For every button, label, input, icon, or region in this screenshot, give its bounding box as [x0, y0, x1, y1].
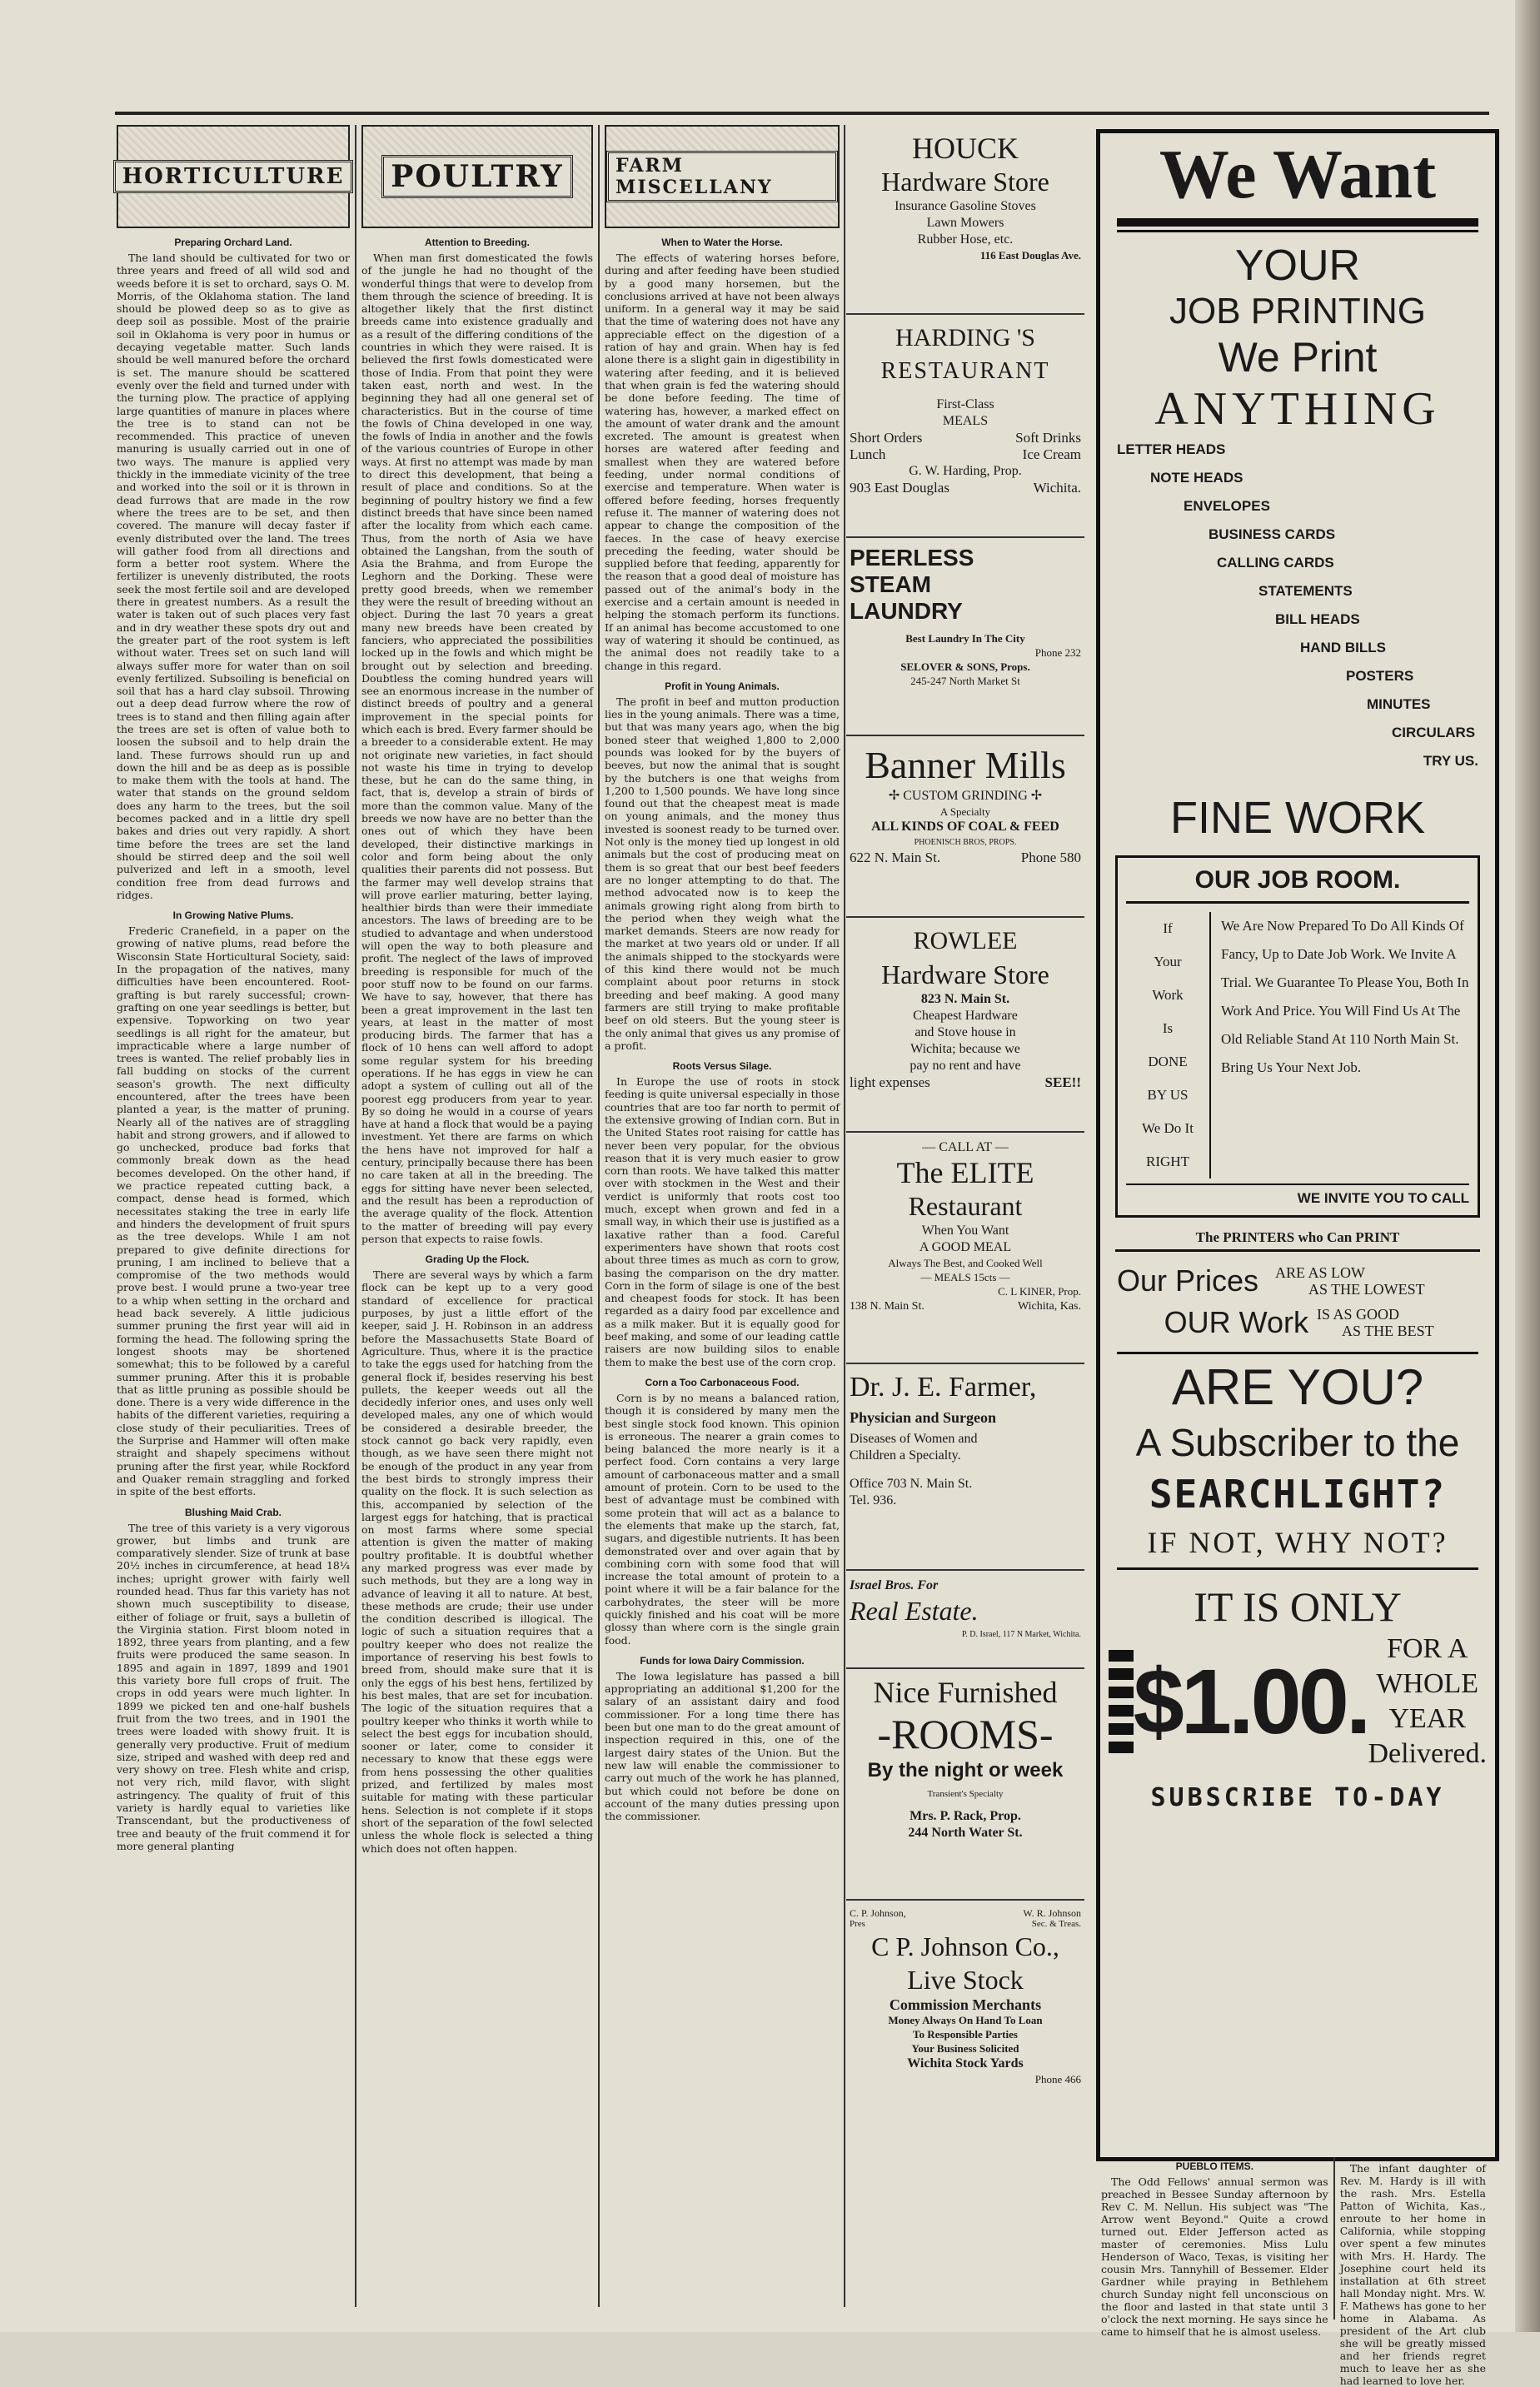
prices-claim [1275, 1264, 1425, 1298]
column-rule [844, 125, 845, 2307]
printers-line: The PRINTERS who Can PRINT [1115, 1229, 1480, 1252]
article-title: Grading Up the Flock. [425, 1253, 530, 1266]
it-is-only: IT IS ONLY [1194, 1583, 1402, 1630]
article-title: Profit in Young Animals. [665, 680, 780, 692]
ad-banner-mills [846, 736, 1084, 918]
ad-address: 116 East Douglas Ave. [979, 249, 1081, 262]
ad-name: HARDING 'S [895, 324, 1035, 351]
ad-line: SELOVER & SONS, Props. [900, 660, 1030, 673]
ad-peerless [846, 538, 1084, 736]
ad-address: Office 703 N. Main St. [850, 1477, 973, 1491]
rule [1117, 218, 1478, 227]
item-list [1100, 436, 1495, 775]
article-title: Corn a Too Carbonaceous Food. [645, 1376, 800, 1388]
price-line: WHOLE YEAR [1376, 1668, 1479, 1734]
ad-line: Commission Merchants [889, 1996, 1042, 2013]
article-title: When to Water the Horse. [661, 237, 783, 248]
ad-line: Lunch [850, 446, 886, 462]
item: TRY US. [1423, 753, 1478, 769]
pueblo-items [1096, 2157, 1491, 2387]
price-line: FOR A [1387, 1633, 1468, 1664]
poultry-header-text: POULTRY [381, 155, 573, 198]
ad-line: Insurance Gasoline Stoves [895, 199, 1036, 213]
ad-phone: Phone 466 [1034, 2073, 1081, 2086]
article-body: Corn is by no means a balanced ration, though it is considered by many men the best single stock food known. This opinion is erroneous. The nearer a grain comes to being balanced the more nearly is it a perfect food. Corn contains a very large amount of carbonaceous matter and a small amount of protein. Corn to be used to the best of advantage must be combined with some protein that will act as a balance to the elements that make up the starch, fat, sugars, and digestible nutrients. It has been demonstrated over and over again that by combining corn with some food that will increase the total amount of protein to a point where it will be a fair balance for the carbohydrates, the steer will be more quickly finished and his coat will be more glossy than where corn is the single grain food. [605, 1391, 840, 1647]
ad-line: MEALS [942, 414, 989, 428]
ad-elite [846, 1133, 1084, 1364]
ad-line: Ice Cream [1022, 446, 1081, 462]
ad-line: ALL KINDS OF COAL & FEED [871, 820, 1059, 834]
ad-phone: Phone 232 [1034, 646, 1081, 659]
item: CALLING CARDS [1217, 555, 1334, 571]
ad-line: G. W. Harding, Prop. [909, 464, 1022, 478]
article-body: The land should be cultivated for two or three years and freed of all wild sod and weeds before it is set to orchard, says O. M. Morris, of the Oklahoma station. The land should be plowed deep so as to give as deep soil as possible. Most of the prairie soil in Oklahoma is very poor in humus or decaying vegetable matter. Such lands should be well manured before the orchard is set. The manure should be scattered evenly over the field and turned under with the turning plow. The practice of applying large quantities of manure in places where the tree is to stand can not be recommended. This practice of uneven manuring is usually carried out in one of two ways. The manure is applied very thickly in the immediate vicinity of the tree and worked into the soil or it is thrown in dead furrows that are made in the row where the trees are to be set, and then covered. The manure will decay faster if evenly distributed over the land. The trees will gather food from all directions and form a better root system. Where the fertilizer is unevenly distributed, the roots seek the most fertile soil and are developed there in greatest numbers. As a result the water is taken out of such places very fast and in dry weather these spots dry out and the greater part of the root system is left without water. Trees set on such land will always suffer more for water than on soil evenly fertilized. Subsoiling is beneficial on soil that has a hard clay subsoil. Throwing out a deep dead furrow where the row of trees is to stand and then filling again after the trees are set is often of value both to loosen the subsoil and to help drain the land. These furrows should run up and down the hill and be as deep as is possible to make them with the tools at hand. The water that stands on the ground seldom does any harm to the trees, but the soil becomes packed and in a little dry spell bakes and dries out very rapidly. A short time before the trees are set the land should be stirred deep and the soil well pulverized and left in a smooth, level condition free from dead furrows and ridges. [117, 252, 350, 901]
column-rule [598, 125, 600, 2307]
ad-address: 622 N. Main St. [850, 850, 941, 865]
prices-claim-line: ARE AS LOW [1275, 1264, 1365, 1281]
column-ads [846, 125, 1084, 2315]
ad-line: P. D. Israel, 117 N Market, Wichita. [961, 1630, 1081, 1639]
job-room-title: OUR JOB ROOM. [1126, 866, 1469, 904]
pueblo-col-1 [1096, 2157, 1335, 2338]
ad-row [850, 1298, 1081, 1315]
ad-line: We Print [1218, 334, 1378, 381]
ad-line: C. L KINER, Prop. [998, 1285, 1081, 1298]
article-body: When man first domesticated the fowls of the jungle he had no thought of the wonderful things that were to develop from them through the science of breeding. It is altogether likely that the first distinct breeds came into existence gradually and as a result of the differing conditions of the countries in which they were raised. It is believed the first fowls domesticated were those of India. From that point they were taken east, north and west. In the beginning they had all one general set of characteristics. But in the course of time the fowls of China developed in one way, the fowls of India in another and the fowls of the various countries of Europe in other ways. At first no attempt was made by man to direct this development, that being a result of place and conditions. So at the beginning of poultry history we find a few distinct breeds that have since been named after the locality from which each came. Thus, from the north of Asia we have obtained the Langshan, from the south of Asia the Brahma, and from Europe the Leghorn and the Dorking. These were pretty good breeds, when we remember they were the result of breeding without an object. During the last 70 years a great many new breeds have been created by fanciers, who appreciated the possibilities locked up in the fowls and which might be brought out by selection and breeding. Doubtless the coming hundred years will see an enormous increase in the number of distinct breeds of poultry and a general improvement in the special points for which each is bred. Every farmer should be a breeder to a considerable extent. He may not originate new varieties, in fact should not waste his time in trying to develop these, but he can do the same thing, in fact, that is, develop a strain of birds of more than the common value. Many of the breeds we now have are no better than the ones out of which they have been developed, their distinctive markings in color and form being about the only qualities their parents did not possess. But the farmer may well develop strains that will prove earlier maturing, better laying, healthier birds than were their immediate ancestors. The laws of breeding are to be studied to advantage and when understood will open the way to both pleasure and profit. The neglect of the laws of improved breeding is responsible for much of the poor stuff now to be found on our farms. We have to say, however, that there has been a great improvement in the last ten years, at least in the matter of most producing birds. The farmer that has a flock of 10 hens can well afford to adopt some regular system for his breeding operations. If he has eggs in view he can adopt a system of culling out all of the poorest egg producers from year to year. By so doing he would in a course of years have at hand a flock that would be a paying investment. Yet there are farms on which the hens have not improved for half a century, principally because there has been no care taken at all in the breeding. The eggs for sitting have never been selected, and the result has been a reproduction of the average quality of the flock. Attention to the matter of breeding will pay every person that expects to raise fowls. [361, 252, 593, 1245]
ad-line: Sec. & Treas. [1031, 1919, 1081, 1929]
item: CIRCULARS [1392, 725, 1476, 740]
job-printing-ad [1096, 129, 1499, 2161]
ad-line: ✢ CUSTOM GRINDING ✢ [888, 789, 1043, 803]
ad-line: PHOENISCH BROS, PROPS. [914, 838, 1017, 847]
ad-line: JOB PRINTING [1169, 291, 1427, 331]
ad-line: Wichita. [1033, 480, 1081, 496]
poultry-header [361, 125, 593, 228]
ad-line: Wichita; because we [910, 1042, 1020, 1056]
ad-name: Israel Bros. [850, 1578, 915, 1592]
ad-line: Rubber Hose, etc. [917, 232, 1014, 247]
article-title: Attention to Breeding. [425, 237, 530, 248]
pueblo-col-2 [1335, 2157, 1491, 2387]
article-title: In Growing Native Plums. [172, 909, 294, 922]
rule [1117, 230, 1478, 232]
article-body: Frederic Cranefield, in a paper on the growing of native plums, read before the Wisconsin State Horticultural Society, said: In the propagation of the natives, many difficulties have been encountered. Root-grafting is but rarely successful; crown-grafting on one year seedlings is better, but expensive. Topworking on two year seedlings is all right for the amateur, but impracticable where a large number of trees is wanted. The relief probably lies in fall budding on stocks of the current season's growth. The next difficulty encountered, after the trees have been planted a year, is the matter of pruning. Nearly all of the natives are of straggling habit and strong growers, and if allowed to go unchecked, produce bad forks that commonly break down as the head becomes developed. On the other hand, if we practice repeated cutting back, a compact, dense head is formed, which necessitates staking the tree in early life and hinders the development of fruit spurs as the tree develops. While I am not prepared to give definite directions for pruning, I am inclined to believe that a compromise of the two methods would prove best. I would prune a two-year tree to a whip when setting in the orchard and head back severely. A little judicious summer pruning the first year will aid in forming the head. The following spring the longest shoots may be shortened somewhat; this to be followed by a careful summer pruning. After this it is probable that as little pruning as possible should be done. There is a very wide difference in the habits of the different varieties, requiring a close study of their peculiarities. Trees of the Surprise and Hammer will often make straight and shapely specimens without pruning after the first year, while Rockford and Quaker remain straggling and forked in spite of the best efforts. [117, 924, 350, 1498]
column-poultry [361, 125, 593, 2324]
ad-line: Money Always On Hand To Loan [888, 2014, 1043, 2026]
column-farm [605, 125, 840, 2324]
item: ENVELOPES [1184, 498, 1270, 514]
article-title: Funds for Iowa Dairy Commission. [640, 1654, 805, 1667]
farm-header-text: FARM MISCELLANY [606, 151, 838, 202]
work-claim-line: AS THE BEST [1342, 1323, 1434, 1339]
ad-line: First-Class [936, 397, 994, 411]
ad-address: 245-247 North Market St [910, 675, 1020, 687]
ad-israel [846, 1571, 1084, 1669]
article-body: There are several ways by which a farm flock can be kept up to a very good standard of excellence for practical purposes, by just a little effort of the keeper, said J. H. Robinson in an address before the Massachusetts State Board of Agriculture. Thus, where it is the practice to take the eggs used for hatching from the general flock if, besides reserving his best pullets, the keeper weeds out all the decidedly inferior ones, and uses only well developed males, any one of which would be considered a desirable breeder, the stock cannot go back very rapidly, even though, as we have seen there might not be enough of the product in any year from the best birds to strongly impress their quality on the flock. It is such selection as this, accompanied by selection of the largest eggs for hatching, that is practical on most farms where some special attention is given the matter of making poultry profitable. It is doubtful whether any marked progress was ever made by such methods, but they are a long way in advance of leaving it all to nature. At best, these methods are crude; their use under the condition described is illogical. The logic of such a situation requires that a poultry keeper who does not realize the importance of reserving his best fowls to breed from, should make sure that it is only the eggs of his best hens, fertilized by his best males, that are set for incubation. The logic of the situation requires that a poultry keeper who thinks it worth while to select the best eggs for incubation should, sooner or later, come to consider it necessary to know that these eggs were from hens possessing the other qualities prized, and fertilized by males most suitable for mating with these particular hens. Selection is not complete if it stops short of the separation of the fowl selected unless the whole flock is selected a thing which does not often happen. [361, 1268, 593, 1855]
ad-row [850, 430, 1081, 446]
ad-rooms [846, 1669, 1084, 1901]
work-row [1100, 1305, 1495, 1340]
column-horticulture [117, 125, 350, 2324]
if-not-line: IF NOT, WHY NOT? [1147, 1526, 1448, 1559]
ad-name: LAUNDRY [850, 598, 963, 624]
article-title: Preparing Orchard Land. [174, 237, 292, 248]
ad-line: YOUR [1234, 242, 1361, 290]
ad-line: pay no rent and have [910, 1059, 1021, 1073]
article-body: The profit in beef and mutton production lies in the young animals. There was a time, but that was many years ago, when the big boned steer that weighed 1,800 to 2,000 pounds was looked for by the buyers of beeves, but now the animal that is sought by the butchers is one that weighs from 1,200 to 1,500 pounds. We have long since found out that the cheapest meat is made on young animals, and the money thus invested is soonest ready to be turned over. Not only is the money tied up longest in old animals but the cost of producing meat on them is so great that our best beef feeders are no longer attempting to do that. The method advocated now is to keep the animals growing right along from birth to the period when they weigh what the market demands. Steers are now ready for the market at two years old or under. If all the animals shipped to the stockyards were of this kind there would not be much complaint about poor returns in stock breeding and beef making. A good many farmers are still trying to make profitable beef on old steers. But the young steer is the only animal that gives us any promise of a profit. [605, 695, 840, 1052]
prices-claim-line: AS THE LOWEST [1308, 1281, 1425, 1298]
ad-row [850, 1907, 1081, 1919]
side-word: RIGHT [1146, 1154, 1189, 1169]
ad-subtitle: Physician and Surgeon [850, 1409, 997, 1426]
ad-line: When You Want [921, 1223, 1009, 1238]
ad-line: A Specialty [939, 805, 991, 818]
pueblo-text: The infant daughter of Rev. M. Hardy is ill with the rash. Mrs. Estella Patton of Wichita, Kas., enroute to her home in California, while stopping over spent a few minutes with Mrs. H. Hardy. The Josephine court held its installation at 6th street hall Monday night. Mrs. W. F. Mathews has gone to her home in Alabama. As president of the Art club she will be greatly missed and her friends regret much to leave her as she had learned to love her. [1339, 2162, 1486, 2387]
fine-work-heading: FINE WORK [1170, 793, 1425, 843]
work-label: OUR Work [1164, 1305, 1308, 1339]
horticulture-header-text: HORTICULTURE [113, 160, 354, 193]
ad-line: SEE!! [1044, 1074, 1081, 1090]
rule [1117, 1567, 1478, 1570]
price-line: Delivered. [1368, 1738, 1487, 1769]
ad-subtitle: Hardware Store [881, 167, 1049, 197]
ad-name: Dr. J. E. Farmer, [850, 1372, 1037, 1403]
ad-subtitle: RESTAURANT [880, 358, 1050, 384]
ad-line: Children a Specialty. [850, 1448, 961, 1463]
subscribe-today: SUBSCRIBE TO-DAY [1150, 1783, 1445, 1812]
ad-row [850, 850, 1081, 866]
article-title: Blushing Maid Crab. [184, 1506, 282, 1518]
item: POSTERS [1346, 668, 1414, 684]
ad-row [850, 446, 1081, 463]
ad-subtitle: Real Estate. [850, 1596, 979, 1626]
ad-name: PEERLESS [850, 545, 974, 571]
ad-line: Transient's Specialty [927, 1789, 1004, 1799]
ad-subtitle: Live Stock [907, 1965, 1024, 1995]
ad-houck [846, 125, 1084, 315]
ad-row [850, 1074, 1081, 1091]
subscriber-line: A Subscriber to the [1135, 1421, 1460, 1464]
item: NOTE HEADS [1150, 470, 1243, 486]
side-word: Your [1154, 954, 1182, 969]
item: HAND BILLS [1300, 640, 1386, 655]
side-word: If [1163, 920, 1173, 936]
ad-line: By the night or week [867, 1759, 1064, 1782]
prices-label: Our Prices [1117, 1263, 1259, 1298]
ad-line: Best Laundry In The City [905, 632, 1025, 645]
ad-harding [846, 315, 1084, 538]
ad-line: To Responsible Parties [913, 2028, 1018, 2041]
ad-line: Pres [850, 1919, 865, 1929]
pueblo-text: The Odd Fellows' annual sermon was preached in Bessee Sunday afternoon by Rev C. M. Nellun. His subject was "The Arrow went Beyond." Quite a crowd turned out. Elder Jefferson acted as master of ceremonies. Miss Lulu Henderson of Waco, Texas, is visiting her cousin Mrs. Tannyhill of Bessemer. Elder Gardner while praying in Bethlehem church Sunday night fell unconscious on the floor and lasted in that state until 3 o'clock the next morning. He says since he came to himself that he is almost useless. [1101, 2175, 1328, 2338]
ad-line: ANYTHING [1154, 383, 1441, 435]
horticulture-header [117, 125, 350, 228]
job-room-box [1115, 855, 1480, 1218]
for-whole-year [1368, 1632, 1487, 1772]
ad-rowlee [846, 918, 1084, 1133]
ad-line: and Stove house in [915, 1025, 1016, 1039]
pueblo-title: PUEBLO ITEMS. [1175, 2160, 1254, 2172]
item: BILL HEADS [1275, 611, 1360, 627]
ad-line: Wichita, Kas. [1017, 1300, 1081, 1313]
ad-name: C P. Johnson Co., [871, 1931, 1059, 1961]
rule [1117, 1352, 1478, 1354]
ad-address: 138 N. Main St. [850, 1300, 924, 1313]
searchlight-title: SEARCHLIGHT? [1149, 1472, 1447, 1517]
ad-address: 244 North Water St. [908, 1826, 1023, 1840]
ad-name: ROWLEE [913, 927, 1018, 954]
ad-line: A GOOD MEAL [919, 1240, 1012, 1254]
price-dollar: $1.00. [1133, 1650, 1368, 1753]
ad-line: Short Orders [850, 430, 923, 446]
job-room-grid [1126, 912, 1469, 1179]
ad-farmer [846, 1364, 1084, 1571]
article-body: The effects of watering horses before, during and after feeding have been studied by a good many horsemen, but the conclusions arrived at have not been always uniform. In a general way it may be said that the time of watering does not have any appreciable effect on the digestion of a ration of hay and grain. When hay is fed alone there is a slight gain in digestibility in watering after feeding, and it is believed that when grain is fed the watering should be done before feeding. The time of watering has, however, a marked effect on the amount of water drank and the amount excreted. The amount is greatest when horses are watered after feeding and smallest when they are watered before feeding, under normal conditions of exercise and temperature. When water is offered before feeding, horses frequently refuse it. The manner of watering does not appear to change the composition of the faeces. In the case of heavy exercise preceding the feeding, water should be supplied before that feeding, apparently for the reason that a good deal of moisture has passed out of the animal's body in the exercise and a certain amount is needed in helping the stomach perform its functions. If an animal has become accustomed to one way of watering it should be continued, as the animal does not readily take to a change in this regard. [605, 252, 840, 672]
ad-row [850, 480, 1081, 496]
ad-line: C. P. Johnson, [850, 1907, 906, 1919]
column-rule [355, 125, 356, 2307]
stripes [1109, 1643, 1134, 1760]
ad-heading: We Want [1159, 136, 1437, 213]
ad-subtitle: Hardware Store [881, 959, 1049, 989]
ad-line: Lawn Mowers [926, 216, 1004, 230]
ad-line: Wichita Stock Yards [907, 2056, 1024, 2071]
ad-line: Diseases of Women and [850, 1432, 978, 1446]
ad-name: The ELITE [896, 1156, 1034, 1189]
item: STATEMENTS [1258, 583, 1353, 599]
job-room-side [1126, 912, 1211, 1179]
ad-line: W. R. Johnson [1023, 1907, 1081, 1919]
ad-line: — MEALS 15cts — [920, 1271, 1010, 1283]
top-rule [115, 112, 1489, 115]
page-edge [1515, 0, 1540, 2332]
article-title: Roots Versus Silage. [672, 1060, 772, 1073]
are-you-heading: ARE YOU? [1171, 1359, 1424, 1415]
dollar-row [1100, 1632, 1495, 1772]
ad-line: Cheapest Hardware [913, 1009, 1018, 1023]
item: BUSINESS CARDS [1209, 526, 1336, 542]
ad-line: For [917, 1578, 939, 1592]
side-word: BY US [1147, 1087, 1189, 1103]
prices-row [1100, 1263, 1495, 1298]
article-body: The tree of this variety is a very vigorous grower, but limbs and trunk are comparatively slender. Size of trunk at base 20½ inches in circumference, at head 18¼ inches; upright grower with fairly well rounded head. Thus far this variety has not shown much susceptibility to disease, either of foliage or fruit, says a bulletin of the Virginia station. First bloom noted in 1892, three years from planting, and a few fruits were produced the same season. In 1895 and again in 1897, 1899 and 1901 this variety bore full crops of fruit. The crops in odd years were much lighter. In 1899 we picked ten and one-half bushels fruit from the two trees, and in 1901 the trees were loaded with showy fruit. It is generally very productive. Fruit of medium size, striped and washed with deep red and very showy on tree. Flesh white and crisp, not very rich, mild flavor, with slight astringency. The quality of fruit of this variety is hardly equal to varieties like Transcendant, but the productiveness of tree and beauty of the fruit commend it for more general planting [117, 1521, 350, 1852]
item: MINUTES [1367, 696, 1431, 712]
invite-line: WE INVITE YOU TO CALL [1126, 1184, 1469, 1207]
ad-line: Your Business Solicited [911, 2042, 1019, 2055]
side-word: We Do It [1142, 1120, 1194, 1136]
ad-name: Nice Furnished [873, 1676, 1058, 1709]
ad-johnson [846, 1901, 1084, 2122]
ad-line: Always The Best, and Cooked Well [888, 1257, 1043, 1269]
ad-address: 823 N. Main St. [920, 992, 1010, 1006]
ad-name: HOUCK [911, 132, 1019, 165]
ad-subtitle: Restaurant [908, 1191, 1023, 1221]
ad-name: Banner Mills [865, 744, 1066, 786]
ad-line: Soft Drinks [1015, 430, 1081, 446]
ad-subtitle: -ROOMS- [877, 1711, 1054, 1757]
ad-line: — CALL AT — [922, 1140, 1009, 1154]
ad-row [850, 1919, 1081, 1930]
article-body: The Iowa legislature has passed a bill appropriating an additional $1,200 for the salary of an assistant dairy and food commissioner. For a long time there has been but one man to do the great amount of inspection required in this, one of the largest dairy states of the Union. But the new law will enable the commissioner to carry out much of the work he has planned, but which could not before be done on account of the many duties pressing upon the commissioner. [605, 1669, 840, 1823]
ad-line: light expenses [850, 1074, 930, 1090]
ad-row [850, 1577, 1081, 1594]
ad-name: STEAM [850, 571, 931, 597]
side-word: Is [1162, 1020, 1174, 1036]
side-word: DONE [1148, 1054, 1188, 1069]
ad-address: 903 East Douglas [850, 480, 949, 496]
work-claim [1317, 1306, 1434, 1339]
article-body: In Europe the use of roots in stock feeding is quite universal especially in those countries that are too far north to permit of the extensive growing of Indian corn. But in the United States root raising for cattle has never been very popular, for the obvious reason that it is very much easier to grow corn than roots. We have talked this matter over with stockmen in the West and their verdict is uniformly that roots cost too much, except when grown and fed in a small way, in which their use is justified as a laxative rather than a food. Careful experimenters have shown that roots cost about three times as much as corn to grow, basing the comparison on the dry matter. Corn in the form of silage is one of the best and cheapest foods for stock. It has been regarded as a dairy food par excellence and as a milk maker. But it is equally good for beef making, and some of our leading cattle raisers are now building silos to enable them to make the best use of the corn crop. [605, 1075, 840, 1368]
side-word: Work [1152, 987, 1184, 1003]
item: LETTER HEADS [1117, 441, 1226, 457]
work-claim-line: IS AS GOOD [1317, 1306, 1400, 1323]
job-room-text: We Are Now Prepared To Do All Kinds Of Fancy, Up to Date Job Work. We Invite A Trial. We Guarantee To Please You, Both In Work And Price. You Will Find Us At The Old Reliable Stand At 110 North Main St. Bring Us Your Next Job. [1221, 918, 1469, 1075]
ad-phone: Tel. 936. [850, 1493, 897, 1507]
farm-header [605, 125, 840, 228]
ad-line: Mrs. P. Rack, Prop. [910, 1809, 1021, 1823]
ad-phone: Phone 580 [1020, 850, 1081, 865]
